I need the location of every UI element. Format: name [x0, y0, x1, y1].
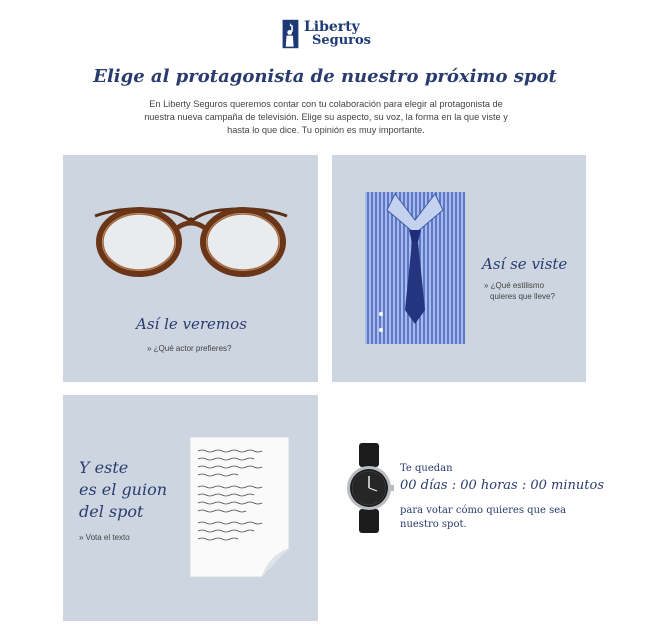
- tile-script-title-line1: Y este: [79, 458, 129, 477]
- tile-shirt-link-line2: quieres que lleve?: [490, 292, 555, 301]
- tile-shirt-link-line1: » ¿Qué estilismo: [484, 281, 545, 290]
- glasses-image: [91, 202, 291, 282]
- brand-wordmark: [304, 20, 371, 48]
- script-paper-image: [190, 437, 289, 577]
- statue-of-liberty-logo-icon: [281, 14, 300, 54]
- brand-logo[interactable]: [281, 12, 371, 56]
- tile-script-title-line2: es el guion: [79, 480, 168, 499]
- tile-script[interactable]: [63, 395, 318, 621]
- tile-glasses[interactable]: [63, 155, 318, 382]
- wristwatch-image: [344, 443, 394, 533]
- tile-script-title: [79, 457, 167, 523]
- page-headline: Elige al protagonista de nuestro próximo spot: [93, 66, 557, 87]
- countdown-pre-text: Te quedan: [400, 463, 453, 474]
- countdown-timer: 00 días : 00 horas : 00 minutos: [400, 478, 605, 493]
- intro-text: En Liberty Seguros queremos contar con tu colaboración para elegir al protagonista de nuestra nueva campaña de televisión. Elige su aspecto, su voz, la forma en la que viste y hasta lo que dice. Tu opinión es muy importante.: [144, 99, 508, 136]
- tile-script-link[interactable]: » Vota el texto: [79, 533, 130, 542]
- tile-glasses-title: Así le veremos: [136, 315, 247, 333]
- brand-line1: Liberty: [303, 19, 360, 35]
- tile-script-title-line3: del spot: [79, 502, 144, 521]
- tile-glasses-link[interactable]: » ¿Qué actor prefieres?: [147, 344, 232, 353]
- tile-shirt-title: Así se viste: [482, 255, 568, 273]
- shirt-tie-image: [365, 192, 465, 344]
- countdown-post-text: para votar cómo quieres que sea nuestro spot.: [400, 505, 567, 530]
- tile-shirt[interactable]: [332, 155, 586, 382]
- tile-shirt-link[interactable]: [484, 280, 555, 302]
- brand-line2: Seguros: [311, 33, 371, 48]
